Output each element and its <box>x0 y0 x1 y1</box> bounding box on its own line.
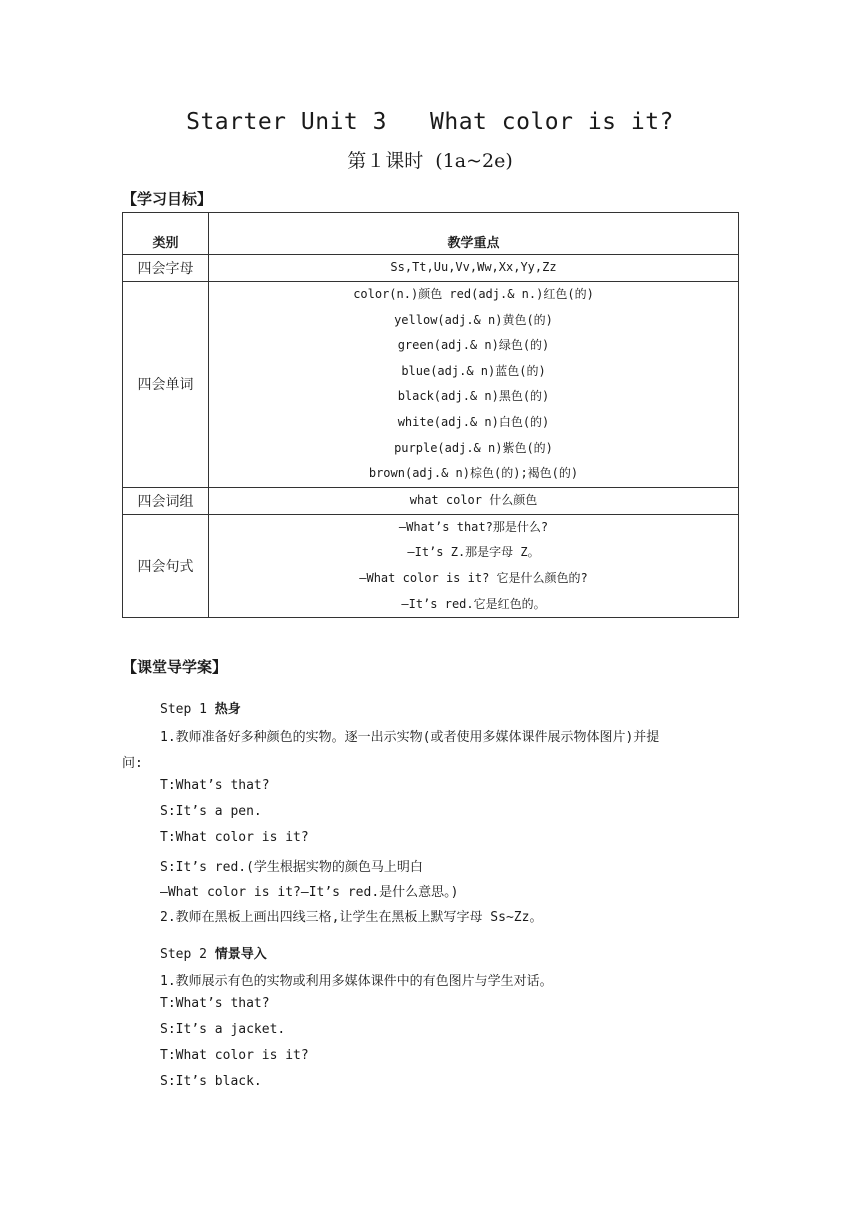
header-category: 类别 <box>123 213 209 255</box>
step2-name: 情景导入 <box>214 947 267 962</box>
header-focus: 教学重点 <box>209 213 739 255</box>
row-content <box>209 282 739 488</box>
dialog-line: T:What’s that? <box>160 778 270 793</box>
content-line: green(adj.& n)绿色(的) <box>397 338 550 353</box>
dialog-line: S:It’s black. <box>160 1074 262 1089</box>
row-category: 四会单词 <box>123 282 209 488</box>
content-line: color(n.)颜色 red(adj.& n.)红色(的) <box>353 287 594 301</box>
table-row <box>123 255 739 282</box>
step2-label: Step 2 <box>160 947 215 962</box>
guide-heading: 【课堂导学案】 <box>122 658 228 676</box>
table-row <box>123 282 739 488</box>
step1-title <box>160 698 241 717</box>
step1-paragraph: 1.教师准备好多种颜色的实物。逐一出示实物(或者使用多媒体课件展示物体图片)并提 <box>160 730 660 745</box>
dialog-line: T:What color is it? <box>160 830 309 845</box>
objectives-heading: 【学习目标】 <box>122 190 213 208</box>
row-content <box>209 255 739 282</box>
dialog-line: T:What color is it? <box>160 1048 309 1063</box>
content-line: white(adj.& n)白色(的) <box>397 414 550 429</box>
row-category: 四会词组 <box>123 487 209 514</box>
content-line: blue(adj.& n)蓝色(的) <box>401 363 546 378</box>
step1-label: Step 1 <box>160 702 215 717</box>
objectives-table <box>122 212 739 618</box>
content-line: black(adj.& n)黑色(的) <box>397 389 550 404</box>
document-subtitle: 第１课时 (1a~2e) <box>347 150 513 172</box>
content-line: purple(adj.& n)紫色(的) <box>394 440 553 455</box>
dialog-line: —What color is it?—It’s red.是什么意思。) <box>160 885 459 900</box>
content-line: brown(adj.& n)棕色(的);褐色(的) <box>368 466 579 481</box>
document-title: Starter Unit 3 What color is it? <box>186 109 674 135</box>
content-line: —What color is it? 它是什么颜色的? <box>359 570 588 585</box>
table-row <box>123 514 739 617</box>
step2-paragraph: 1.教师展示有色的实物或利用多媒体课件中的有色图片与学生对话。 <box>160 974 553 989</box>
dialog-line: T:What’s that? <box>160 996 270 1011</box>
step2-title <box>160 943 267 962</box>
dialog-line: S:It’s a jacket. <box>160 1022 286 1037</box>
content-line: —It’s red.它是红色的。 <box>401 596 546 611</box>
row-category: 四会句式 <box>123 514 209 617</box>
row-content <box>209 487 739 514</box>
content-line: —It’s Z.那是字母 Z。 <box>407 545 540 560</box>
table-row <box>123 487 739 514</box>
row-category: 四会字母 <box>123 255 209 282</box>
content-line: —What’s that?那是什么? <box>398 519 549 534</box>
dialog-line: S:It’s red.(学生根据实物的颜色马上明白 <box>160 860 423 875</box>
content-line: yellow(adj.& n)黄色(的) <box>394 312 553 327</box>
table-header-row <box>123 213 739 255</box>
dialog-line: S:It’s a pen. <box>160 804 262 819</box>
row-content <box>209 514 739 617</box>
step1-paragraph-2: 2.教师在黑板上画出四线三格,让学生在黑板上默写字母 Ss~Zz。 <box>160 910 543 925</box>
step1-name: 热身 <box>214 702 241 717</box>
step1-paragraph-cont: 问: <box>122 756 143 771</box>
content-line: Ss,Tt,Uu,Vv,Ww,Xx,Yy,Zz <box>390 260 557 274</box>
content-line: what color 什么颜色 <box>409 492 538 507</box>
